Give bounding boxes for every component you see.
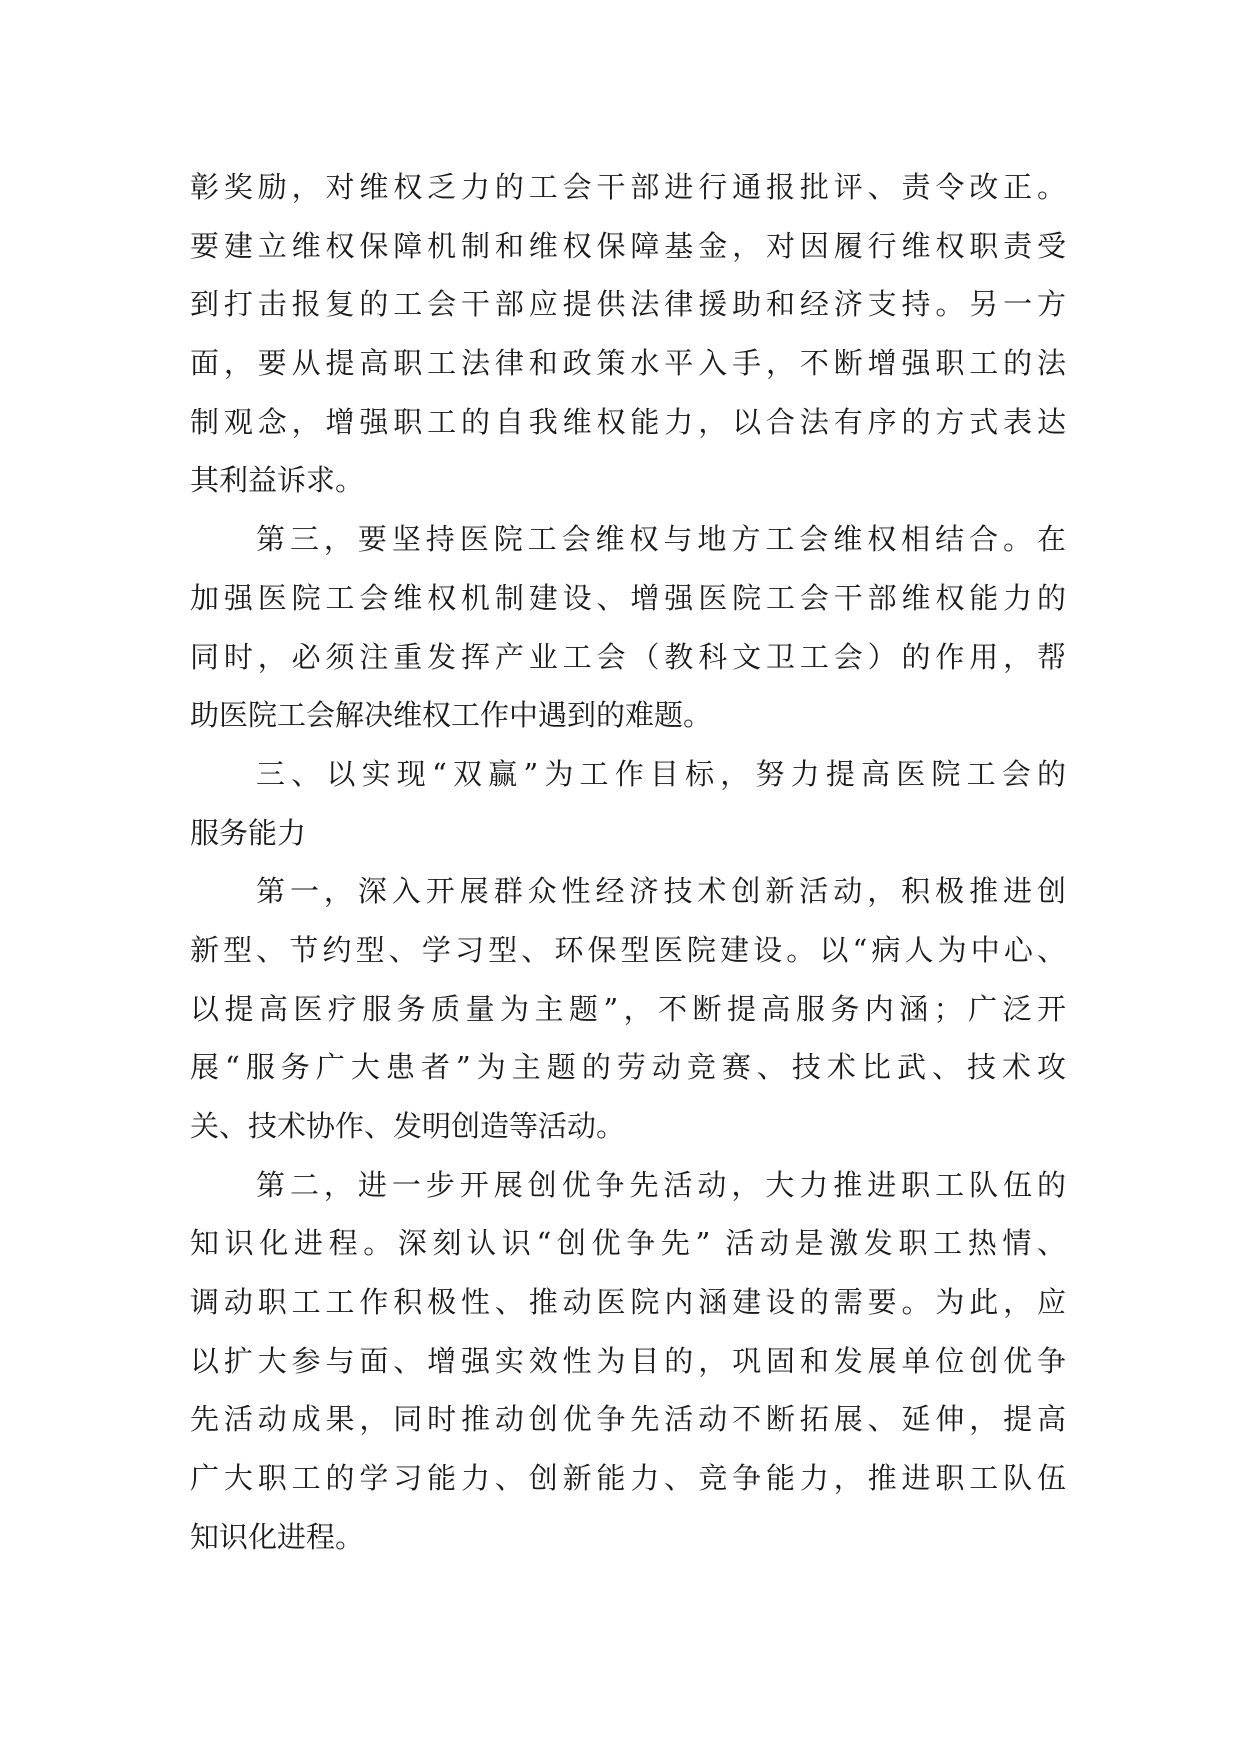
text-line: 以扩大参与面、增强实效性为目的，巩固和发展单位创优争 bbox=[190, 1343, 1066, 1378]
text-line: 知识化进程。 bbox=[190, 1519, 365, 1554]
text-line: 广大职工的学习能力、创新能力、竞争能力，推进职工队伍 bbox=[190, 1461, 1066, 1496]
paragraph-start-line: 第三，要坚持医院工会维权与地方工会维权相结合。在 bbox=[256, 522, 1066, 557]
text-line: 先活动成果，同时推动创优争先活动不断拓展、延伸，提高 bbox=[190, 1402, 1066, 1437]
text-line: 彰奖励，对维权乏力的工会干部进行通报批评、责令改正。 bbox=[190, 170, 1066, 204]
text-line: 制观念，增强职工的自我维权能力，以合法有序的方式表达 bbox=[190, 404, 1066, 439]
section-heading-line: 三、以实现“双赢”为工作目标，努力提高医院工会的 bbox=[256, 756, 1066, 791]
text-line: 同时，必须注重发挥产业工会（教科文卫工会）的作用，帮 bbox=[190, 639, 1066, 674]
text-line: 其利益诉求。 bbox=[190, 463, 365, 498]
text-line: 新型、节约型、学习型、环保型医院建设。以“病人为中心、 bbox=[190, 932, 1066, 967]
text-line: 展“服务广大患者”为主题的劳动竞赛、技术比武、技术攻 bbox=[190, 1050, 1066, 1085]
document-body bbox=[190, 158, 1066, 1567]
text-line: 要建立维权保障机制和维权保障基金，对因履行维权职责受 bbox=[190, 228, 1066, 263]
text-line: 调动职工工作积极性、推动医院内涵建设的需要。为此，应 bbox=[190, 1285, 1066, 1320]
text-line: 面，要从提高职工法律和政策水平入手，不断增强职工的法 bbox=[190, 346, 1066, 381]
section-heading-line: 服务能力 bbox=[190, 815, 307, 850]
text-line: 关、技术协作、发明创造等活动。 bbox=[190, 1109, 626, 1143]
text-line: 加强医院工会维权机制建设、增强医院工会干部维权能力的 bbox=[190, 580, 1066, 615]
text-line: 以提高医疗服务质量为主题”，不断提高服务内涵；广泛开 bbox=[190, 991, 1066, 1026]
text-line: 助医院工会解决维权工作中遇到的难题。 bbox=[190, 698, 713, 733]
paragraph-start-line: 第二，进一步开展创优争先活动，大力推进职工队伍的 bbox=[256, 1167, 1066, 1202]
text-line: 知识化进程。深刻认识“创优争先” 活动是激发职工热情、 bbox=[190, 1226, 1066, 1261]
paragraph-start-line: 第一，深入开展群众性经济技术创新活动，积极推进创 bbox=[256, 874, 1066, 909]
text-line: 到打击报复的工会干部应提供法律援助和经济支持。另一方 bbox=[190, 287, 1066, 322]
